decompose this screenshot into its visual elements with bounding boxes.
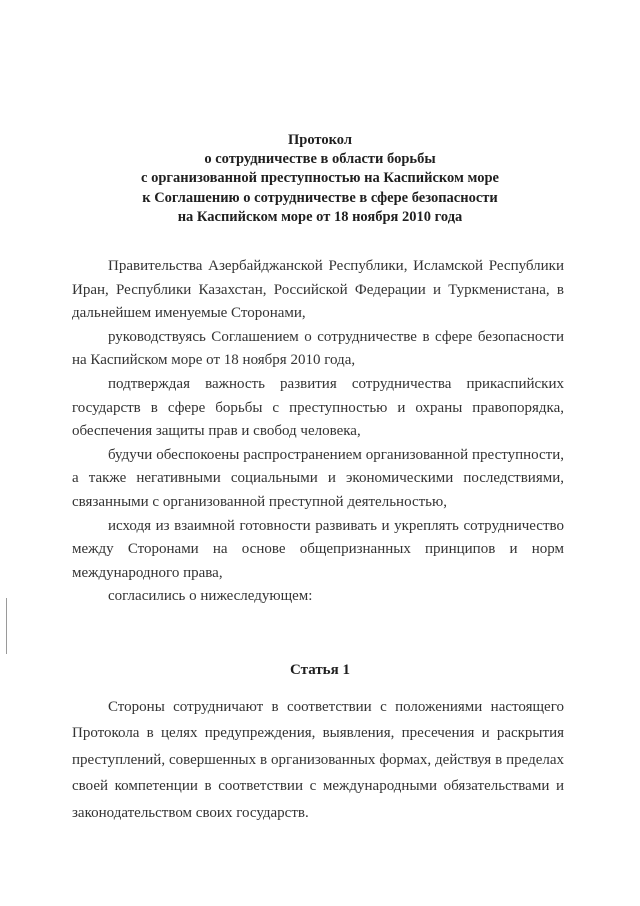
- preamble-paragraph-guided: руководствуясь Соглашением о сотрудничестве в сфере безопасности на Каспийском море от 18 ноября 2010 года,: [72, 328, 564, 369]
- preamble: [72, 255, 564, 609]
- article-1-body: [72, 694, 564, 826]
- title-line-1: Протокол: [288, 132, 352, 148]
- margin-scan-mark: [6, 598, 7, 654]
- article-1-heading: Статья 1: [290, 662, 350, 678]
- preamble-paragraph-confirming: подтверждая важность развития сотрудничества прикаспийских государств в сфере борьбы с преступностью и охраны правопорядка, обеспечения защиты прав и свобод человека,: [72, 375, 564, 440]
- preamble-paragraph-agreed: согласились о нижеследующем:: [108, 588, 313, 605]
- preamble-paragraph-parties: Правительства Азербайджанской Республики, Исламской Республики Иран, Республики Казахстан, Российской Федерации и Туркменистана, в дальнейшем именуемые Сторонами,: [72, 258, 564, 322]
- preamble-paragraph-proceeding: исходя из взаимной готовности развивать и укреплять сотрудничество между Сторонами на основе общепризнанных принципов и норм международного права,: [72, 517, 564, 581]
- document-title: [60, 131, 580, 227]
- title-line-4: к Соглашению о сотрудничестве в сфере безопасности: [142, 189, 498, 206]
- title-line-5: на Каспийском море от 18 ноября 2010 года: [177, 208, 463, 225]
- title-line-3: с организованной преступностью на Каспийском море: [141, 170, 499, 187]
- article-1-paragraph: Стороны сотрудничают в соответствии с положениями настоящего Протокола в целях предупреждения, выявления, пресечения и раскрытия преступлений, совершенных в организованных формах, действуя в пределах своей компетенции в соответствии с международными обязательствами и законодательством своих государств.: [72, 699, 564, 821]
- title-line-2: о сотрудничестве в области борьбы: [204, 151, 436, 168]
- preamble-paragraph-concerned: будучи обеспокоены распространением организованной преступности, а также негативными социальными и экономическими последствиями, связанными с организованной преступной деятельностью,: [72, 446, 564, 510]
